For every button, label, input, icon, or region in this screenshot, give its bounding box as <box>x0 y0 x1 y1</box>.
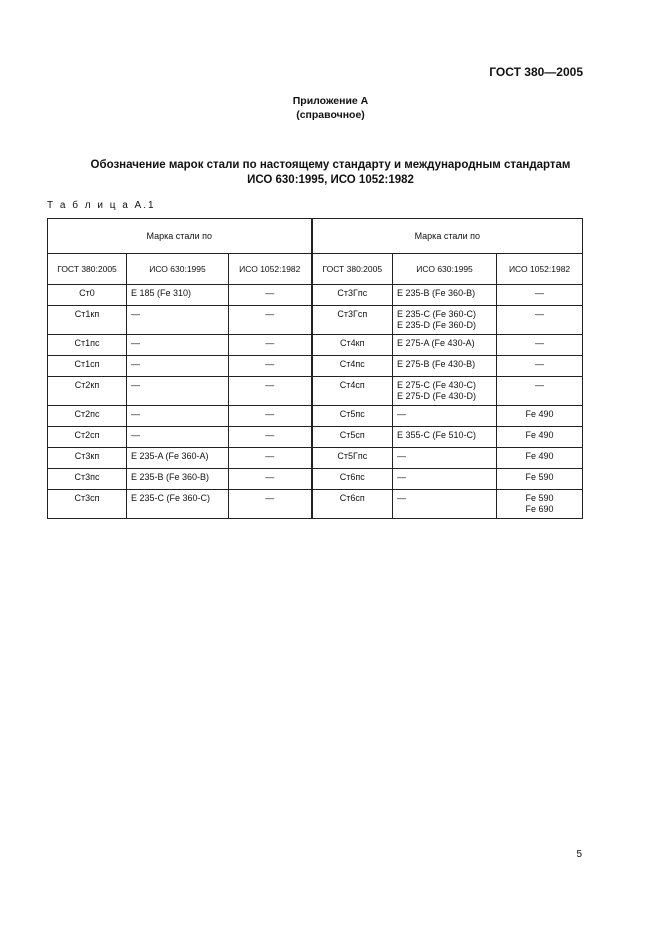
table-row <box>48 285 583 306</box>
table-cell: — <box>393 448 497 469</box>
table-cell: — <box>497 356 583 377</box>
table-cell: — <box>497 335 583 356</box>
table-cell: — <box>127 406 229 427</box>
column-header: ИСО 1052:1982 <box>229 254 312 285</box>
table-cell: E 185 (Fe 310) <box>127 285 229 306</box>
table-cell: Ст4кп <box>312 335 393 356</box>
table-cell: Ст2кп <box>48 377 127 406</box>
table-cell: Ст4сп <box>312 377 393 406</box>
table-row <box>48 406 583 427</box>
table-cell: — <box>393 469 497 490</box>
table-cell: Ст5Гпс <box>312 448 393 469</box>
table-cell: — <box>229 448 312 469</box>
section-title <box>0 158 661 188</box>
table-row <box>48 490 583 519</box>
table-cell: E 275-C (Fe 430-C) E 275-D (Fe 430-D) <box>393 377 497 406</box>
table-cell: Fe 490 <box>497 448 583 469</box>
table-cell: — <box>127 306 229 335</box>
table-body <box>48 285 583 519</box>
table-cell: E 355-C (Fe 510-C) <box>393 427 497 448</box>
document-code: ГОСТ 380—2005 <box>489 65 583 79</box>
table-cell: E 275-B (Fe 430-B) <box>393 356 497 377</box>
table-cell: — <box>127 377 229 406</box>
table-caption: Т а б л и ц а А.1 <box>47 200 156 211</box>
table-cell: Ст1пс <box>48 335 127 356</box>
table-cell: E 235-C (Fe 360-C) E 235-D (Fe 360-D) <box>393 306 497 335</box>
table-cell: — <box>229 377 312 406</box>
table-cell: Fe 590 <box>497 469 583 490</box>
table-cell: — <box>229 356 312 377</box>
table-group-header-row <box>48 219 583 254</box>
table-cell: — <box>497 306 583 335</box>
table-row <box>48 356 583 377</box>
group-header-right: Марка стали по <box>312 219 583 254</box>
table-cell: Ст2пс <box>48 406 127 427</box>
table-cell: — <box>127 427 229 448</box>
table-cell: Fe 590 Fe 690 <box>497 490 583 519</box>
table-cell: Ст6сп <box>312 490 393 519</box>
table-cell: — <box>229 285 312 306</box>
column-header: ГОСТ 380:2005 <box>312 254 393 285</box>
table-cell: Ст1сп <box>48 356 127 377</box>
table-cell: Ст3Гпс <box>312 285 393 306</box>
column-header: ИСО 630:1995 <box>127 254 229 285</box>
table-cell: — <box>229 427 312 448</box>
table-row <box>48 377 583 406</box>
table-cell: — <box>393 490 497 519</box>
table-cell: — <box>127 335 229 356</box>
annex-subtitle: (справочное) <box>296 109 365 121</box>
table-cell: — <box>229 469 312 490</box>
table-cell: Ст4пс <box>312 356 393 377</box>
table-cell: — <box>497 285 583 306</box>
table-row <box>48 448 583 469</box>
table-cell: — <box>393 406 497 427</box>
table-cell: — <box>229 490 312 519</box>
section-title-line-2: ИСО 630:1995, ИСО 1052:1982 <box>247 174 414 186</box>
table-cell: E 235-A (Fe 360-A) <box>127 448 229 469</box>
section-title-line-1: Обозначение марок стали по настоящему стандарту и международным стандартам <box>90 159 571 171</box>
table-cell: — <box>229 406 312 427</box>
table-cell: — <box>229 335 312 356</box>
table-cell: Ст3кп <box>48 448 127 469</box>
table-cell: E 235-C (Fe 360-C) <box>127 490 229 519</box>
table-row <box>48 335 583 356</box>
table-cell: Ст6пс <box>312 469 393 490</box>
table-row <box>48 427 583 448</box>
table-cell: Fe 490 <box>497 406 583 427</box>
table-cell: Ст2сп <box>48 427 127 448</box>
column-header: ИСО 1052:1982 <box>497 254 583 285</box>
table-cell: E 235-B (Fe 360-B) <box>393 285 497 306</box>
steel-grades-table <box>47 218 583 519</box>
table-cell: Ст0 <box>48 285 127 306</box>
table-cell: Ст3сп <box>48 490 127 519</box>
table-cell: Fe 490 <box>497 427 583 448</box>
table-cell: Ст5пс <box>312 406 393 427</box>
table-column-header-row <box>48 254 583 285</box>
table-cell: E 275-A (Fe 430-A) <box>393 335 497 356</box>
table-cell: — <box>497 377 583 406</box>
table-cell: — <box>229 306 312 335</box>
annex-title: Приложение А <box>292 95 369 107</box>
table-row <box>48 469 583 490</box>
column-header: ГОСТ 380:2005 <box>48 254 127 285</box>
table-cell: Ст5сп <box>312 427 393 448</box>
page-number: 5 <box>576 849 582 860</box>
group-header-left: Марка стали по <box>48 219 312 254</box>
table-cell: Ст3Гсп <box>312 306 393 335</box>
table-cell: Ст3пс <box>48 469 127 490</box>
table-row <box>48 306 583 335</box>
table-cell: E 235-B (Fe 360-B) <box>127 469 229 490</box>
table-cell: Ст1кп <box>48 306 127 335</box>
annex-heading <box>0 94 661 122</box>
column-header: ИСО 630:1995 <box>393 254 497 285</box>
table-cell: — <box>127 356 229 377</box>
